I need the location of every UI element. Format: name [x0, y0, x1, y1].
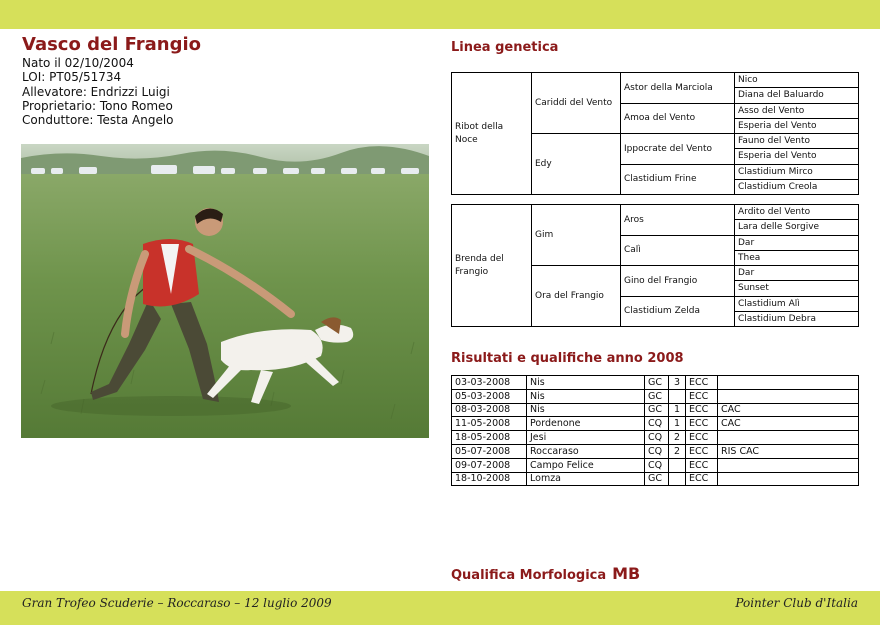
great-great-grandparent: Esperia del Vento — [735, 118, 859, 133]
result-category: GC — [645, 376, 669, 390]
result-award: CAC — [718, 417, 859, 431]
table-row — [452, 417, 859, 431]
top-band — [0, 0, 880, 29]
result-location: Lomza — [527, 472, 645, 486]
great-great-grandparent: Fauno del Vento — [735, 134, 859, 149]
dog-photo — [21, 144, 429, 438]
great-great-grandparent: Asso del Vento — [735, 103, 859, 118]
result-date: 05-03-2008 — [452, 389, 527, 403]
result-qualification: ECC — [686, 431, 718, 445]
footer-club: Pointer Club d'Italia — [735, 596, 858, 610]
result-location: Nis — [527, 403, 645, 417]
great-great-grandparent: Sunset — [735, 281, 859, 296]
great-great-grandparent: Esperia del Vento — [735, 149, 859, 164]
paternal-granddam: Edy — [532, 134, 621, 195]
result-date: 11-05-2008 — [452, 417, 527, 431]
table-row — [452, 444, 859, 458]
great-great-grandparent: Clastidium Alì — [735, 296, 859, 311]
table-row — [452, 376, 859, 390]
breeder: Allevatore: Endrizzi Luigi — [22, 84, 170, 99]
result-location: Nis — [527, 376, 645, 390]
result-category: GC — [645, 403, 669, 417]
result-category: CQ — [645, 417, 669, 431]
great-great-grandparent: Clastidium Debra — [735, 311, 859, 326]
result-location: Pordenone — [527, 417, 645, 431]
great-great-grandparent: Clastidium Creola — [735, 179, 859, 194]
great-great-grandparent: Nico — [735, 73, 859, 88]
great-grandparent: Ippocrate del Vento — [621, 134, 735, 165]
maternal-grandsire: Gim — [532, 205, 621, 266]
result-category: GC — [645, 472, 669, 486]
great-grandparent: Astor della Marciola — [621, 73, 735, 104]
handler: Conduttore: Testa Angelo — [22, 113, 174, 128]
table-row — [452, 403, 859, 417]
result-place — [669, 458, 686, 472]
sire: Ribot della Noce — [452, 73, 532, 195]
morphology-grade: MB — [612, 564, 641, 583]
result-location: Jesi — [527, 431, 645, 445]
result-qualification: ECC — [686, 403, 718, 417]
owner: Proprietario: Tono Romeo — [22, 98, 173, 113]
pedigree-title: Linea genetica — [451, 40, 559, 55]
results-table — [451, 375, 859, 486]
great-great-grandparent: Lara delle Sorgive — [735, 220, 859, 235]
result-location: Nis — [527, 389, 645, 403]
result-date: 18-05-2008 — [452, 431, 527, 445]
dam: Brenda del Frangio — [452, 205, 532, 327]
result-qualification: ECC — [686, 444, 718, 458]
results-title: Risultati e qualifiche anno 2008 — [451, 351, 684, 366]
result-category: CQ — [645, 458, 669, 472]
great-great-grandparent: Clastidium Mirco — [735, 164, 859, 179]
result-award — [718, 376, 859, 390]
result-place: 1 — [669, 403, 686, 417]
morphology-label: Qualifica Morfologica — [451, 568, 607, 583]
great-great-grandparent: Thea — [735, 250, 859, 265]
maternal-granddam: Ora del Frangio — [532, 266, 621, 327]
great-grandparent: Aros — [621, 205, 735, 236]
great-grandparent: Clastidium Frine — [621, 164, 735, 195]
morphology-qualification — [451, 564, 640, 583]
result-date: 08-03-2008 — [452, 403, 527, 417]
result-place — [669, 472, 686, 486]
result-qualification: ECC — [686, 417, 718, 431]
result-place: 3 — [669, 376, 686, 390]
great-grandparent: Clastidium Zelda — [621, 296, 735, 327]
result-qualification: ECC — [686, 389, 718, 403]
great-great-grandparent: Dar — [735, 235, 859, 250]
result-date: 09-07-2008 — [452, 458, 527, 472]
pedigree-sire-table — [451, 72, 859, 195]
result-place — [669, 389, 686, 403]
result-location: Campo Felice — [527, 458, 645, 472]
loi-number: LOI: PT05/51734 — [22, 70, 122, 85]
result-award — [718, 458, 859, 472]
great-great-grandparent: Diana del Baluardo — [735, 88, 859, 103]
table-row — [452, 431, 859, 445]
dog-info — [22, 56, 174, 127]
result-date: 05-07-2008 — [452, 444, 527, 458]
result-award — [718, 389, 859, 403]
great-grandparent: Gino del Frangio — [621, 266, 735, 297]
result-qualification: ECC — [686, 472, 718, 486]
great-grandparent: Calì — [621, 235, 735, 266]
dog-name: Vasco del Frangio — [22, 34, 202, 55]
great-great-grandparent: Ardito del Vento — [735, 205, 859, 220]
pedigree-dam-table — [451, 204, 859, 327]
result-award: CAC — [718, 403, 859, 417]
table-row — [452, 389, 859, 403]
birth-date: Nato il 02/10/2004 — [22, 56, 134, 70]
result-date: 03-03-2008 — [452, 376, 527, 390]
result-place: 1 — [669, 417, 686, 431]
result-award: RIS CAC — [718, 444, 859, 458]
paternal-grandsire: Cariddi del Vento — [532, 73, 621, 134]
result-qualification: ECC — [686, 458, 718, 472]
result-qualification: ECC — [686, 376, 718, 390]
result-award — [718, 431, 859, 445]
result-location: Roccaraso — [527, 444, 645, 458]
table-row — [452, 472, 859, 486]
result-date: 18-10-2008 — [452, 472, 527, 486]
result-category: GC — [645, 389, 669, 403]
result-place: 2 — [669, 431, 686, 445]
great-great-grandparent: Dar — [735, 266, 859, 281]
result-category: CQ — [645, 431, 669, 445]
footer-event: Gran Trofeo Scuderie – Roccaraso – 12 luglio 2009 — [22, 596, 332, 610]
table-row — [452, 458, 859, 472]
result-category: CQ — [645, 444, 669, 458]
result-place: 2 — [669, 444, 686, 458]
result-award — [718, 472, 859, 486]
great-grandparent: Amoa del Vento — [621, 103, 735, 134]
